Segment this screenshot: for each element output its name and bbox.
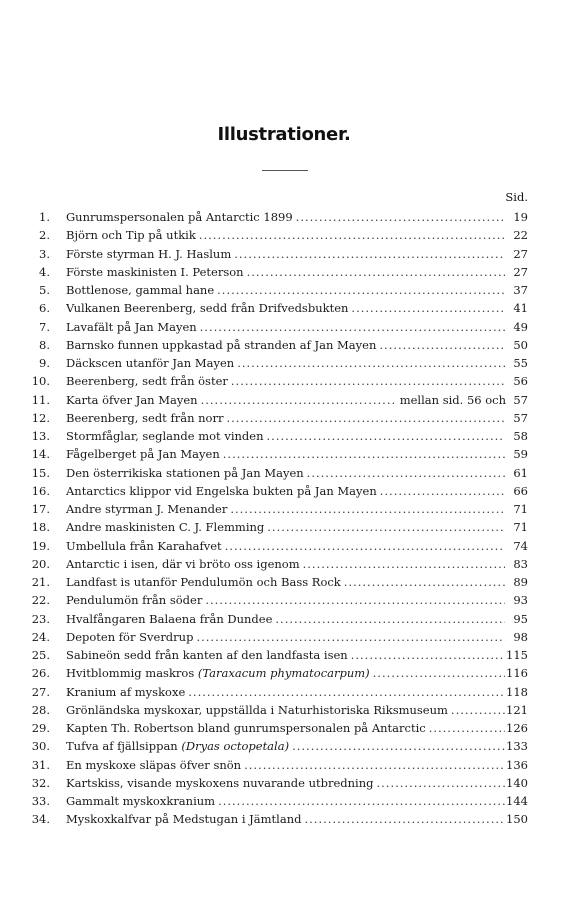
item-caption-text: Pendulumön från söder	[66, 593, 203, 608]
item-number: 7.	[39, 319, 50, 334]
item-entry	[66, 391, 508, 409]
item-page-number: 57	[513, 410, 528, 425]
list-item	[0, 372, 568, 390]
item-caption-text: Landfast is utanför Pendulumön och Bass Rock	[66, 575, 341, 589]
item-caption	[66, 719, 426, 737]
item-page-number: 27	[513, 246, 528, 261]
item-caption	[66, 810, 301, 828]
list-item	[0, 409, 568, 427]
item-caption	[66, 792, 215, 810]
item-caption-text: Antarctics klippor vid Engelska bukten på Jan Mayen	[66, 483, 377, 498]
list-item	[0, 518, 568, 536]
item-caption-text: Gammalt myskoxkranium	[66, 794, 216, 808]
item-page-number: 116	[506, 666, 528, 681]
dot-leader	[237, 354, 505, 372]
item-number: 29.	[31, 721, 50, 735]
item-caption-text: Vulkanen Beerenberg, sedd från Drifvedsbukten	[66, 301, 349, 316]
item-caption	[66, 756, 241, 774]
item-caption	[66, 537, 222, 555]
item-number: 14.	[31, 447, 50, 462]
item-caption-text: Myskoxkalfvar på Medstugan i Jämtland	[66, 812, 302, 827]
item-caption-text: Kranium af myskoxe	[66, 684, 186, 699]
dot-leader	[351, 646, 505, 664]
item-page-number: 71	[513, 502, 528, 516]
item-caption	[66, 664, 370, 682]
list-item	[0, 573, 568, 591]
item-page-number: 49	[513, 319, 528, 334]
item-number: 11.	[31, 392, 50, 407]
item-page-number: 55	[513, 356, 528, 370]
item-page-number: 61	[513, 465, 528, 480]
list-item	[0, 226, 568, 244]
item-page-number: 140	[506, 775, 528, 790]
list-item	[0, 336, 568, 354]
item-number: 12.	[31, 410, 50, 425]
item-caption	[66, 555, 300, 573]
item-caption-text: Björn och Tip på utkik	[66, 228, 196, 243]
item-number: 6.	[39, 301, 50, 316]
item-page-number: 83	[513, 556, 528, 571]
item-caption	[66, 391, 198, 409]
item-page-number: 118	[506, 684, 528, 699]
item-caption-text: Hvalfångaren Balaena från Dundee	[66, 611, 273, 626]
list-item	[0, 208, 568, 226]
dot-leader	[296, 208, 505, 226]
item-entry	[66, 628, 508, 646]
item-caption-text: Lavafält på Jan Mayen	[66, 319, 197, 334]
item-caption	[66, 464, 304, 482]
item-caption	[66, 281, 214, 299]
dot-leader	[199, 226, 505, 244]
item-caption	[66, 299, 348, 317]
item-page-number: 56	[513, 374, 528, 389]
item-number: 23.	[31, 611, 50, 626]
item-caption	[66, 573, 341, 591]
item-caption-text: Beerenberg, sedt från öster	[66, 374, 228, 389]
item-entry	[66, 500, 508, 518]
list-item	[0, 591, 568, 609]
item-caption	[66, 336, 376, 354]
page-title: Illustrationer.	[217, 124, 351, 145]
item-caption-text: En myskoxe släpas öfver snön	[66, 757, 242, 772]
item-entry	[66, 664, 508, 682]
item-caption-text: Hvitblommig maskros	[66, 666, 195, 681]
dot-leader	[226, 409, 505, 427]
item-number: 10.	[31, 374, 50, 389]
item-caption	[66, 646, 348, 664]
item-caption-latin: (Dryas octopetala)	[181, 739, 290, 754]
item-caption-text: Kapten Th. Robertson bland gunrumspersonalen på Antarctic	[66, 721, 426, 735]
item-page-number: 27	[513, 264, 528, 279]
item-caption	[66, 318, 197, 336]
item-caption-text: Förste styrman H. J. Haslum	[66, 246, 232, 261]
dot-leader	[200, 318, 505, 336]
item-caption	[66, 518, 264, 536]
item-entry	[66, 336, 508, 354]
item-caption-text: Kartskiss, visande myskoxens nuvarande utbredning	[66, 775, 374, 790]
item-entry	[66, 427, 508, 445]
item-number: 25.	[31, 648, 50, 662]
item-caption	[66, 226, 196, 244]
item-caption-text: Förste maskinisten I. Peterson	[66, 264, 244, 279]
item-entry	[66, 464, 508, 482]
item-number: 13.	[31, 429, 50, 443]
dot-leader	[351, 299, 505, 317]
item-entry	[66, 756, 508, 774]
list-item	[0, 245, 568, 263]
item-number: 1.	[39, 210, 50, 224]
item-entry	[66, 208, 508, 226]
item-entry	[66, 245, 508, 263]
item-page-number: 89	[513, 575, 528, 589]
item-number: 33.	[31, 794, 50, 808]
list-item	[0, 427, 568, 445]
item-number: 2.	[39, 228, 50, 243]
item-entry	[66, 409, 508, 427]
item-caption	[66, 701, 448, 719]
item-caption-text: Bottlenose, gammal hane	[66, 283, 215, 297]
item-entry	[66, 226, 508, 244]
item-caption-text: Fågelberget på Jan Mayen	[66, 447, 220, 462]
item-caption-text: Gunrumspersonalen på Antarctic 1899	[66, 210, 293, 224]
item-number: 32.	[31, 775, 50, 790]
item-entry	[66, 372, 508, 390]
item-number: 34.	[31, 812, 50, 827]
dot-leader	[303, 555, 505, 573]
dot-leader	[373, 664, 505, 682]
item-number: 30.	[31, 739, 50, 754]
list-item	[0, 537, 568, 555]
item-caption-text: Karta öfver Jan Mayen	[66, 392, 198, 407]
item-caption-text: Andre styrman J. Menander	[66, 502, 228, 516]
item-entry	[66, 591, 508, 609]
item-caption	[66, 427, 263, 445]
item-number: 9.	[39, 356, 50, 370]
item-number: 28.	[31, 702, 50, 717]
dot-leader	[217, 281, 505, 299]
item-number: 16.	[31, 483, 50, 498]
item-number: 17.	[31, 502, 50, 516]
item-caption	[66, 500, 227, 518]
dot-leader	[379, 336, 505, 354]
list-item	[0, 391, 568, 409]
item-caption-text: Depoten för Sverdrup	[66, 629, 194, 644]
list-item	[0, 445, 568, 463]
dot-leader	[377, 774, 506, 792]
item-page-number: 66	[513, 483, 528, 498]
item-number: 24.	[31, 629, 50, 644]
item-entry	[66, 610, 508, 628]
list-item	[0, 464, 568, 482]
list-item	[0, 719, 568, 737]
item-number: 22.	[31, 593, 50, 608]
item-entry	[66, 299, 508, 317]
item-entry	[66, 719, 508, 737]
dot-leader	[205, 591, 505, 609]
item-page-number: 95	[513, 611, 528, 626]
dot-leader	[307, 464, 505, 482]
dot-leader	[247, 263, 505, 281]
item-page-number: 57	[513, 392, 528, 407]
item-caption	[66, 774, 374, 792]
item-page-number: 22	[513, 228, 528, 243]
item-number: 31.	[31, 757, 50, 772]
item-number: 18.	[31, 520, 50, 535]
dot-leader	[188, 683, 505, 701]
dot-leader	[230, 500, 505, 518]
item-entry	[66, 318, 508, 336]
item-caption-text: Andre maskinisten C. J. Flemming	[66, 520, 265, 535]
item-entry	[66, 482, 508, 500]
item-entry	[66, 281, 508, 299]
list-item	[0, 555, 568, 573]
item-entry	[66, 263, 508, 281]
page-column-header: Sid.	[505, 190, 528, 204]
title-divider	[262, 170, 308, 171]
item-page-number: 71	[513, 520, 528, 535]
dot-leader	[275, 610, 505, 628]
list-item	[0, 701, 568, 719]
item-number: 21.	[31, 575, 50, 589]
item-caption	[66, 445, 220, 463]
dot-leader	[292, 737, 505, 755]
item-number: 8.	[39, 337, 50, 352]
item-entry	[66, 737, 508, 755]
item-page-number: 136	[506, 757, 528, 772]
item-entry	[66, 810, 508, 828]
item-caption	[66, 245, 231, 263]
item-entry	[66, 537, 508, 555]
dot-leader	[201, 391, 397, 409]
list-item	[0, 354, 568, 372]
item-page-number: 50	[513, 337, 528, 352]
list-item	[0, 610, 568, 628]
item-entry	[66, 573, 508, 591]
item-caption	[66, 208, 293, 226]
item-caption	[66, 354, 234, 372]
item-number: 15.	[31, 465, 50, 480]
item-number: 20.	[31, 556, 50, 571]
item-caption	[66, 409, 223, 427]
item-caption-text: Beerenberg, sedt från norr	[66, 410, 224, 425]
item-page-number: 98	[513, 629, 528, 644]
item-caption-text: Tufva af fjällsippan	[66, 739, 178, 754]
item-caption-text: Den österrikiska stationen på Jan Mayen	[66, 465, 304, 480]
item-number: 5.	[39, 283, 50, 297]
item-entry	[66, 683, 508, 701]
dot-leader	[196, 628, 505, 646]
item-caption	[66, 372, 228, 390]
item-page-number: 41	[513, 301, 528, 316]
list-item	[0, 810, 568, 828]
item-entry	[66, 701, 508, 719]
item-page-number: 144	[506, 794, 528, 808]
dot-leader	[266, 427, 505, 445]
list-item	[0, 281, 568, 299]
item-page-number: 126	[506, 721, 528, 735]
item-page-number: 59	[513, 447, 528, 462]
item-page-number: 121	[506, 702, 528, 717]
dot-leader	[234, 245, 505, 263]
item-number: 4.	[39, 264, 50, 279]
item-page-number: 19	[513, 210, 528, 224]
list-item	[0, 628, 568, 646]
item-entry	[66, 555, 508, 573]
list-item	[0, 756, 568, 774]
list-item	[0, 683, 568, 701]
item-page-number: 37	[513, 283, 528, 297]
item-caption	[66, 683, 185, 701]
list-item	[0, 482, 568, 500]
item-number: 26.	[31, 666, 50, 681]
item-number: 27.	[31, 684, 50, 699]
item-entry	[66, 445, 508, 463]
item-caption-text: Barnsko funnen uppkastad på stranden af Jan Mayen	[66, 337, 377, 352]
item-caption-text: Stormfåglar, seglande mot vinden	[66, 429, 264, 443]
dot-leader	[231, 372, 505, 390]
dot-leader	[304, 810, 505, 828]
dot-leader	[344, 573, 505, 591]
dot-leader	[267, 518, 505, 536]
item-caption	[66, 591, 202, 609]
item-number: 3.	[39, 246, 50, 261]
item-caption-text: Däckscen utanför Jan Mayen	[66, 356, 235, 370]
dot-leader	[218, 792, 505, 810]
item-entry	[66, 774, 508, 792]
item-caption-text: Umbellula från Karahafvet	[66, 538, 222, 553]
item-page-number: 58	[513, 429, 528, 443]
list-item	[0, 299, 568, 317]
dot-leader	[223, 445, 505, 463]
item-caption	[66, 263, 244, 281]
item-caption	[66, 482, 377, 500]
item-entry	[66, 354, 508, 372]
item-page-number: 133	[506, 739, 528, 754]
list-item	[0, 318, 568, 336]
item-page-number: 93	[513, 593, 528, 608]
item-caption-text: Antarctic i isen, där vi bröto oss igenom	[66, 556, 300, 571]
item-number: 19.	[31, 538, 50, 553]
item-caption-text: Sabineön sedd från kanten af den landfasta isen	[66, 648, 348, 662]
item-entry	[66, 518, 508, 536]
dot-leader	[380, 482, 505, 500]
list-item	[0, 646, 568, 664]
item-caption	[66, 610, 272, 628]
list-item	[0, 263, 568, 281]
list-item	[0, 737, 568, 755]
dot-leader	[225, 537, 505, 555]
list-item	[0, 774, 568, 792]
list-item	[0, 500, 568, 518]
list-item	[0, 792, 568, 810]
item-caption	[66, 737, 289, 755]
item-caption-text: Grönländska myskoxar, uppställda i Naturhistoriska Riksmuseum	[66, 702, 448, 717]
item-page-number: 150	[506, 812, 528, 827]
dot-leader	[244, 756, 505, 774]
item-entry	[66, 792, 508, 810]
item-page-number: 115	[506, 648, 528, 662]
item-page-note: mellan sid. 56 och	[399, 392, 506, 407]
list-item	[0, 664, 568, 682]
item-caption-latin: (Taraxacum phymatocarpum)	[197, 666, 370, 681]
item-entry	[66, 646, 508, 664]
item-page-number: 74	[513, 538, 528, 553]
item-caption	[66, 628, 193, 646]
